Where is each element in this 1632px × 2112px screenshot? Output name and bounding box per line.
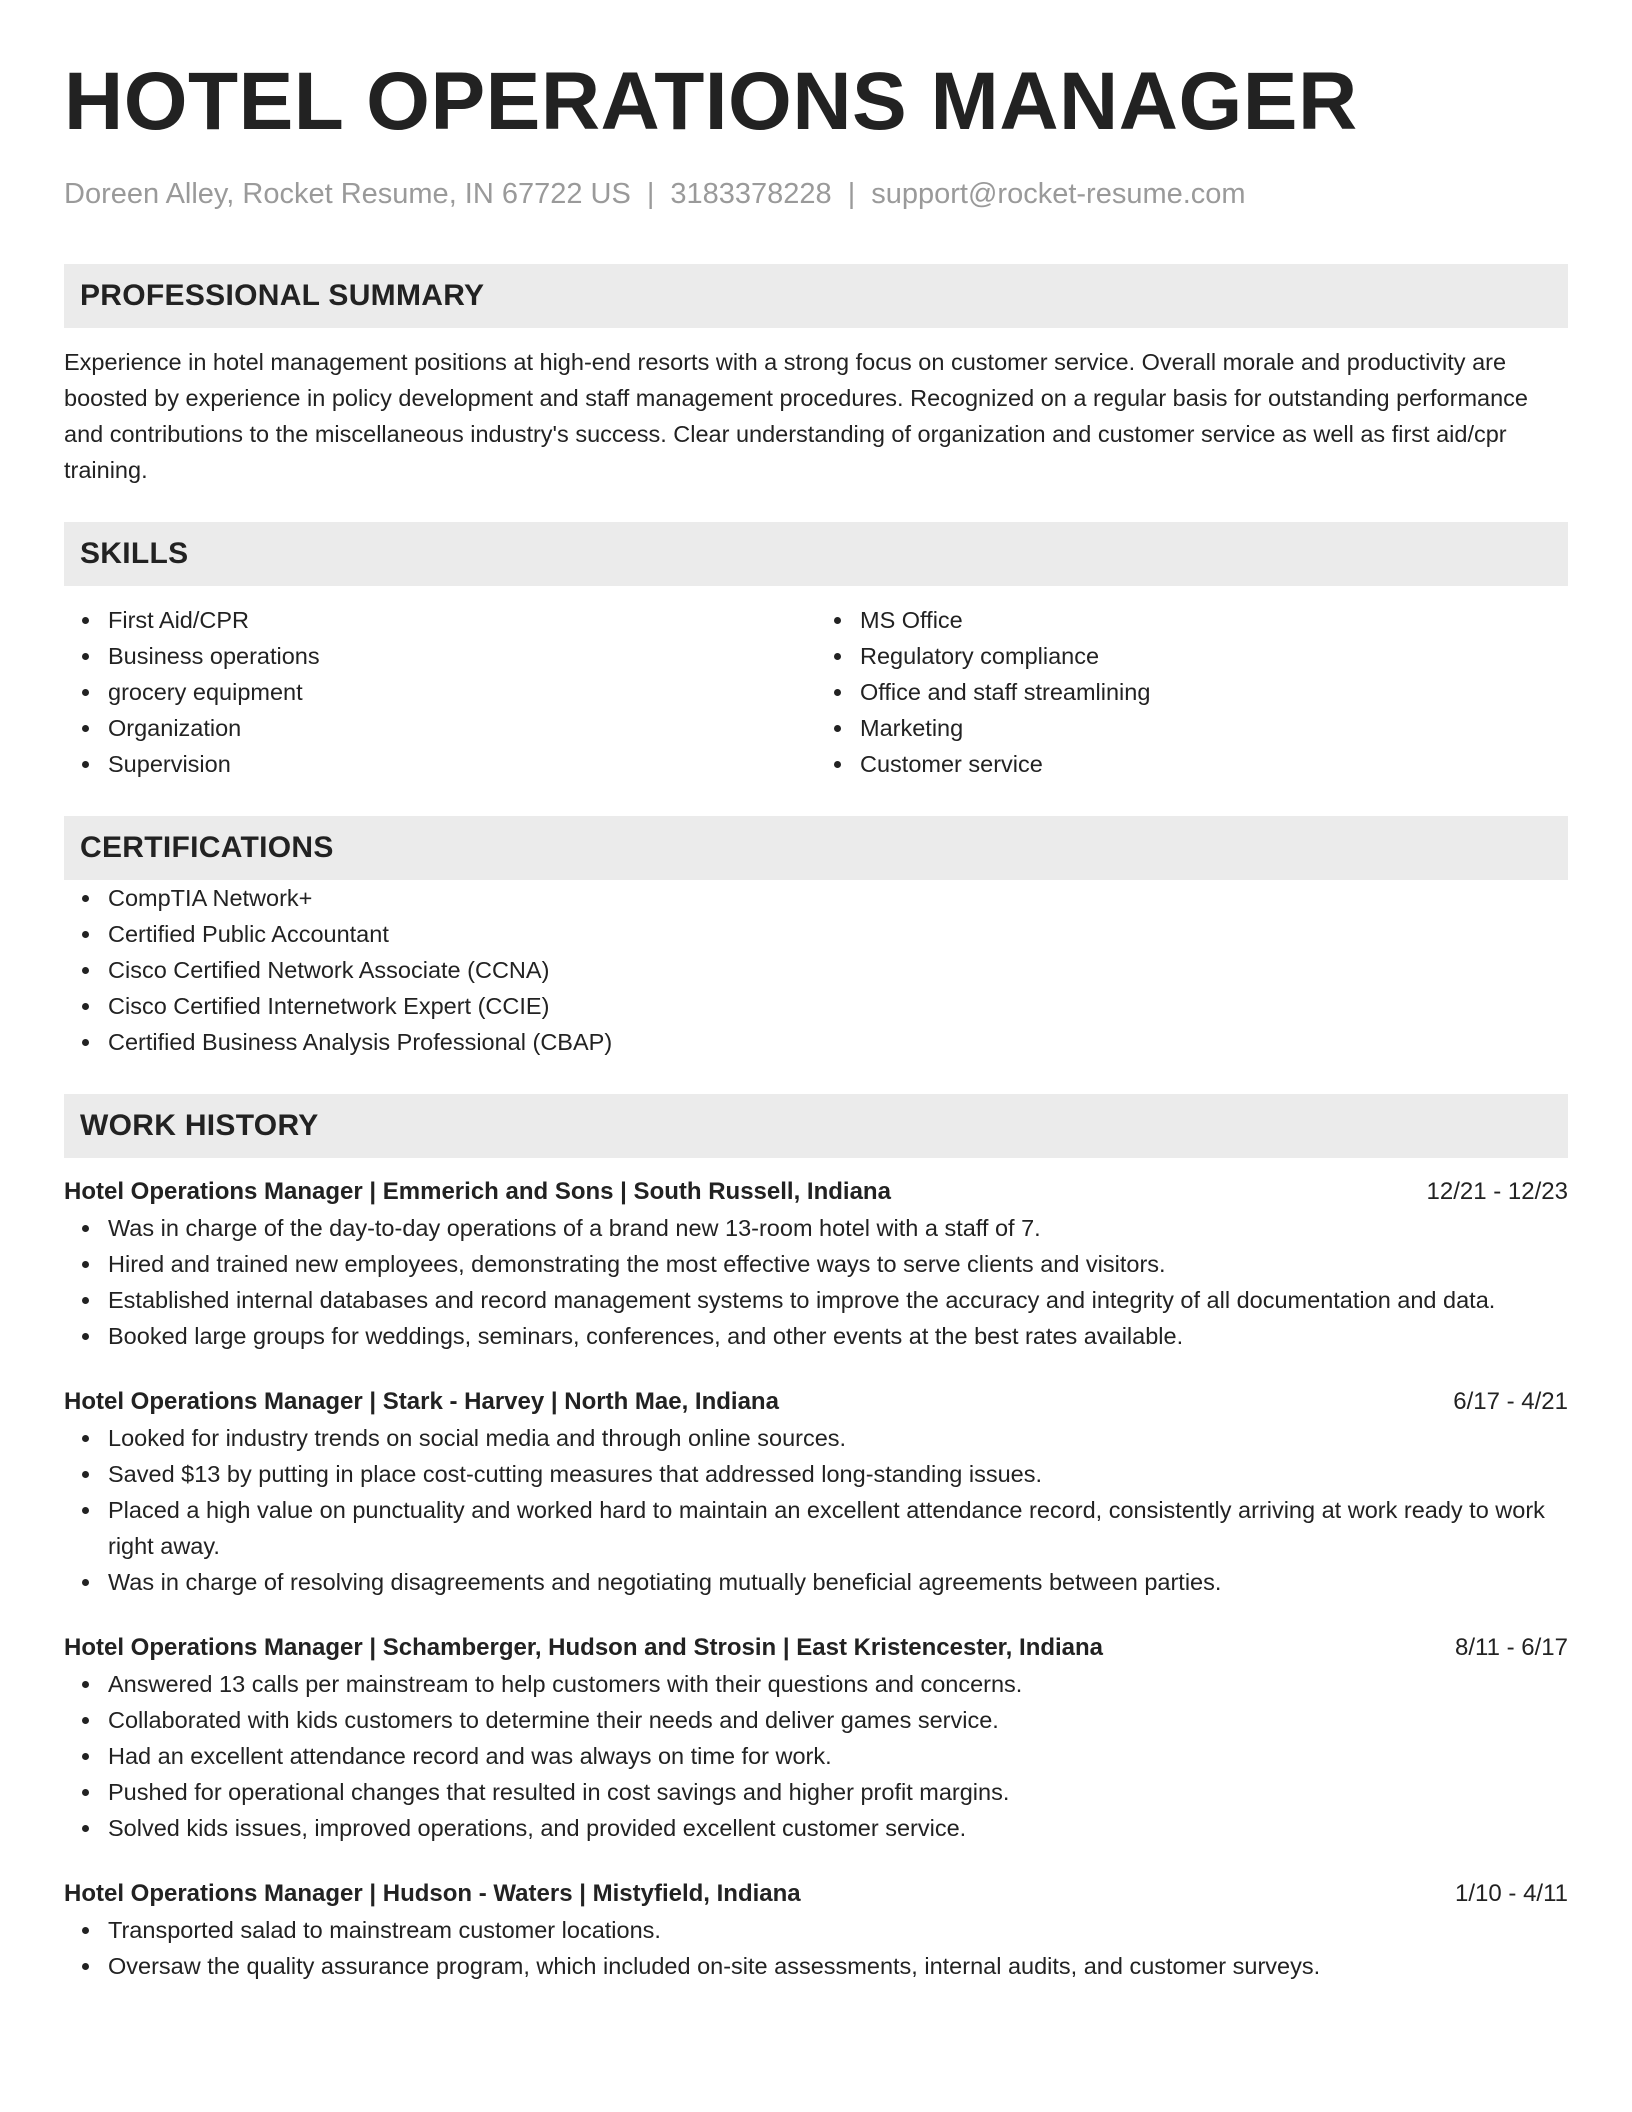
job-dates: 1/10 - 4/11 bbox=[1455, 1880, 1568, 1907]
job-bullet: Pushed for operational changes that resulted in cost savings and higher profit margins. bbox=[108, 1774, 1568, 1810]
job-entry bbox=[64, 1384, 1568, 1600]
skill-item: Office and staff streamlining bbox=[860, 674, 1568, 710]
job-title: Hotel Operations Manager | Hudson - Waters | Mistyfield, Indiana bbox=[64, 1880, 801, 1907]
job-entry bbox=[64, 1876, 1568, 1984]
certification-item: Cisco Certified Internetwork Expert (CCIE) bbox=[108, 988, 1568, 1024]
certification-item: CompTIA Network+ bbox=[108, 880, 1568, 916]
job-bullets bbox=[64, 1666, 1568, 1846]
skill-item: Customer service bbox=[860, 746, 1568, 782]
job-header bbox=[64, 1630, 1568, 1666]
job-bullet: Answered 13 calls per mainstream to help customers with their questions and concerns. bbox=[108, 1666, 1568, 1702]
job-bullet: Had an excellent attendance record and was always on time for work. bbox=[108, 1738, 1568, 1774]
job-bullets bbox=[64, 1912, 1568, 1984]
skills-column-left bbox=[64, 602, 816, 782]
skills-list bbox=[64, 602, 1568, 782]
job-entry bbox=[64, 1630, 1568, 1846]
certifications-list bbox=[64, 880, 1568, 1060]
skill-item: grocery equipment bbox=[108, 674, 816, 710]
skill-item: Organization bbox=[108, 710, 816, 746]
job-header bbox=[64, 1384, 1568, 1420]
section-heading-work-history: WORK HISTORY bbox=[64, 1094, 1568, 1158]
job-bullet: Established internal databases and record management systems to improve the accuracy and integrity of all documentation and data. bbox=[108, 1282, 1568, 1318]
job-dates: 8/11 - 6/17 bbox=[1455, 1634, 1568, 1661]
job-bullets bbox=[64, 1420, 1568, 1600]
job-bullet: Booked large groups for weddings, seminars, conferences, and other events at the best rates available. bbox=[108, 1318, 1568, 1354]
skills-column-right bbox=[816, 602, 1568, 782]
job-bullet: Collaborated with kids customers to determine their needs and deliver games service. bbox=[108, 1702, 1568, 1738]
contact-email[interactable]: support@rocket-resume.com bbox=[871, 178, 1246, 210]
contact-phone: 3183378228 bbox=[670, 178, 832, 210]
skill-item: Supervision bbox=[108, 746, 816, 782]
job-bullet: Was in charge of the day-to-day operations of a brand new 13-room hotel with a staff of 7. bbox=[108, 1210, 1568, 1246]
contact-line bbox=[64, 174, 1568, 214]
skill-item: Marketing bbox=[860, 710, 1568, 746]
job-bullet: Solved kids issues, improved operations, and provided excellent customer service. bbox=[108, 1810, 1568, 1846]
job-title: Hotel Operations Manager | Schamberger, Hudson and Strosin | East Kristencester, Indiana bbox=[64, 1634, 1104, 1661]
job-entry bbox=[64, 1174, 1568, 1354]
skill-item: MS Office bbox=[860, 602, 1568, 638]
certification-item: Certified Business Analysis Professional (CBAP) bbox=[108, 1024, 1568, 1060]
summary-text: Experience in hotel management positions at high-end resorts with a strong focus on customer service. Overall morale and productivity are boosted by experience in policy development and staff management procedures. Recognized on a regular basis for outstanding performance and contributions to the miscellaneous industry's success. Clear understanding of organization and customer service as well as first aid/cpr training. bbox=[64, 349, 1528, 483]
contact-separator: | bbox=[646, 178, 655, 210]
job-bullet: Hired and trained new employees, demonstrating the most effective ways to serve clients and visitors. bbox=[108, 1246, 1568, 1282]
job-bullet: Was in charge of resolving disagreements and negotiating mutually beneficial agreements between parties. bbox=[108, 1564, 1568, 1600]
job-bullet: Looked for industry trends on social media and through online sources. bbox=[108, 1420, 1568, 1456]
job-bullet: Transported salad to mainstream customer locations. bbox=[108, 1912, 1568, 1948]
section-heading-skills: SKILLS bbox=[64, 522, 1568, 586]
job-bullet: Saved $13 by putting in place cost-cutting measures that addressed long-standing issues. bbox=[108, 1456, 1568, 1492]
job-dates: 12/21 - 12/23 bbox=[1426, 1178, 1568, 1205]
resume-title: HOTEL OPERATIONS MANAGER bbox=[64, 56, 1358, 147]
job-bullet: Placed a high value on punctuality and worked hard to maintain an excellent attendance record, consistently arriving at work ready to work right away. bbox=[108, 1492, 1568, 1564]
job-dates: 6/17 - 4/21 bbox=[1453, 1388, 1568, 1415]
job-title: Hotel Operations Manager | Emmerich and Sons | South Russell, Indiana bbox=[64, 1178, 891, 1205]
job-header bbox=[64, 1876, 1568, 1912]
skill-item: Regulatory compliance bbox=[860, 638, 1568, 674]
job-header bbox=[64, 1174, 1568, 1210]
contact-separator: | bbox=[847, 178, 856, 210]
skill-item: First Aid/CPR bbox=[108, 602, 816, 638]
job-title: Hotel Operations Manager | Stark - Harvey | North Mae, Indiana bbox=[64, 1388, 779, 1415]
job-bullet: Oversaw the quality assurance program, which included on-site assessments, internal audits, and customer surveys. bbox=[108, 1948, 1568, 1984]
certification-item: Certified Public Accountant bbox=[108, 916, 1568, 952]
skill-item: Business operations bbox=[108, 638, 816, 674]
section-heading-certifications: CERTIFICATIONS bbox=[64, 816, 1568, 880]
job-bullets bbox=[64, 1210, 1568, 1354]
section-heading-summary: PROFESSIONAL SUMMARY bbox=[64, 264, 1568, 328]
certification-item: Cisco Certified Network Associate (CCNA) bbox=[108, 952, 1568, 988]
contact-address: Doreen Alley, Rocket Resume, IN 67722 US bbox=[64, 178, 631, 210]
